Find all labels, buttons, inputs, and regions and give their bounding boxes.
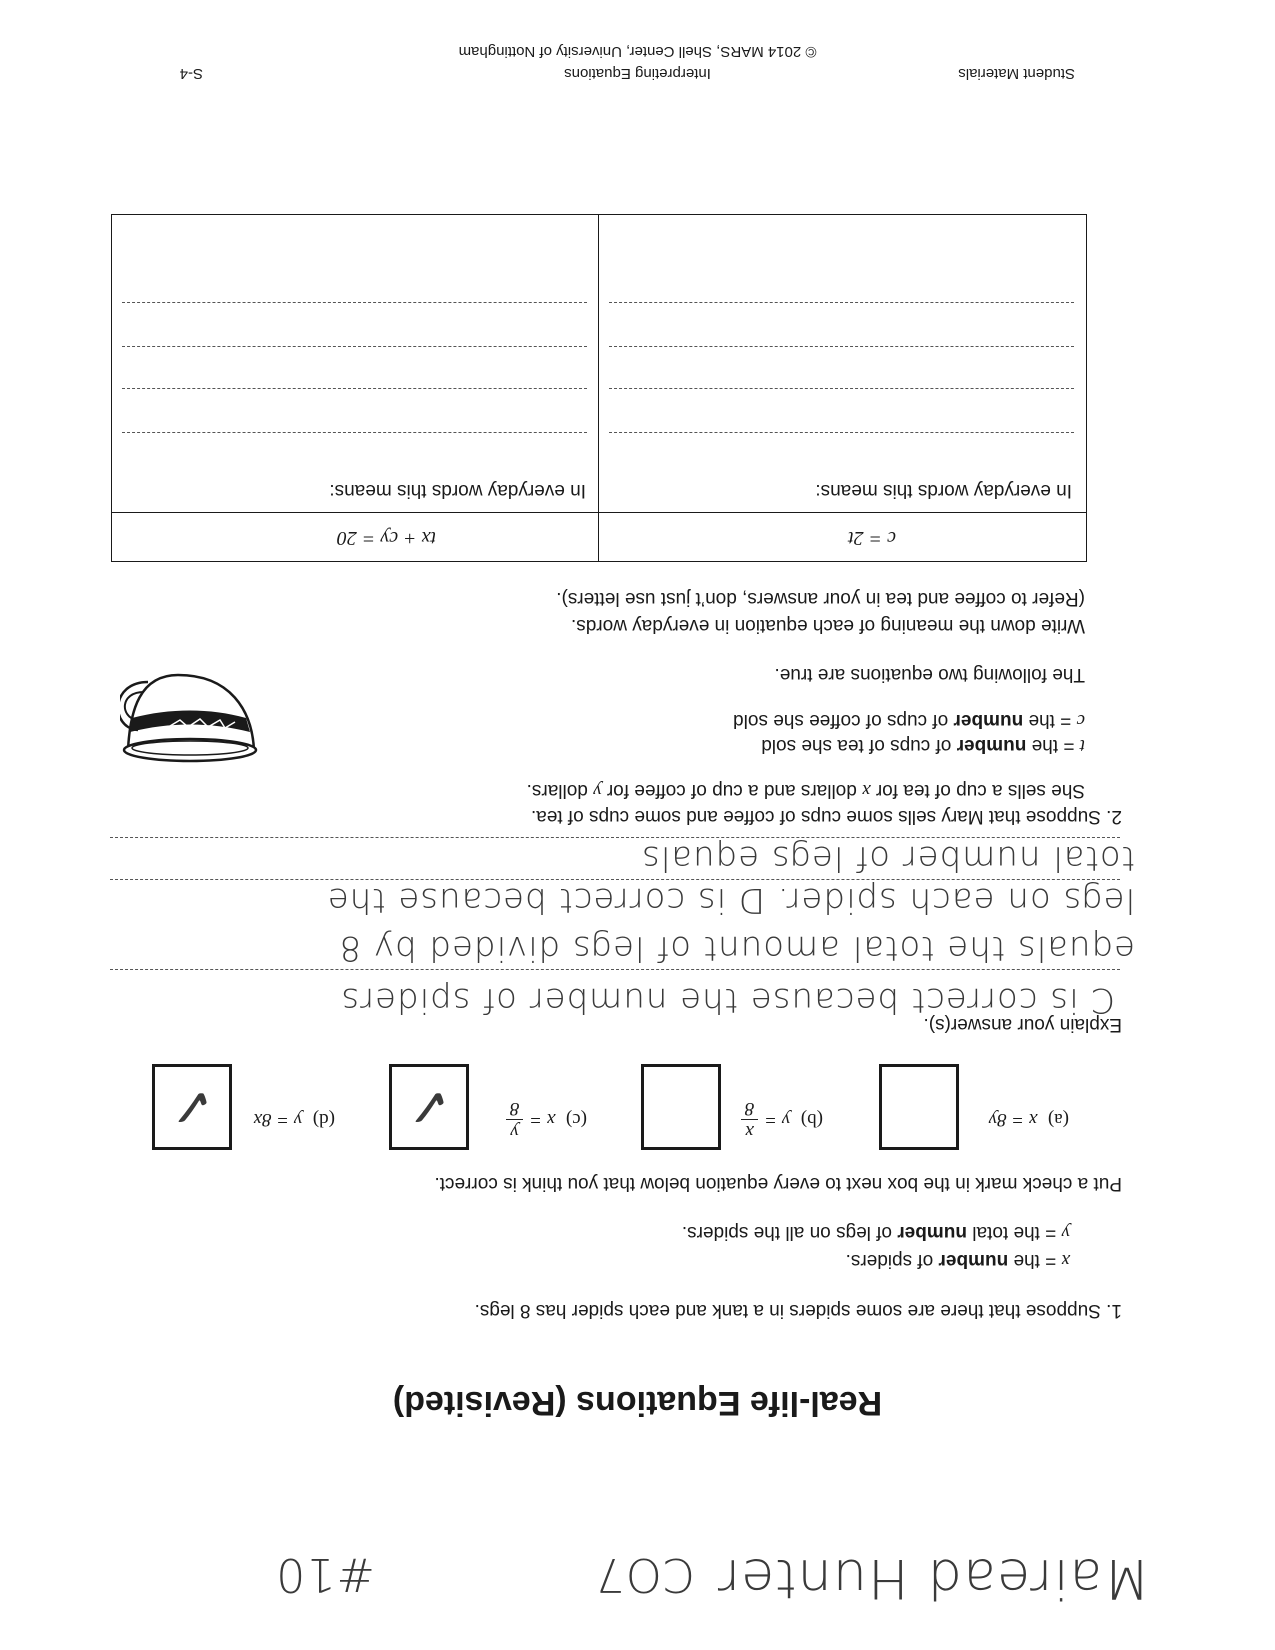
table-column-divider: [598, 215, 599, 561]
q1-instruction: Put a check mark in the box next to every equation below that you think is correct.: [434, 1173, 1122, 1194]
checkbox-a[interactable]: [879, 1064, 959, 1150]
q2-true-text: The following two equations are true.: [774, 664, 1085, 685]
numerator: y: [506, 1119, 522, 1142]
explain-label: Explain your answer(s).: [923, 1014, 1122, 1035]
fraction: [506, 1097, 524, 1142]
def-rest: of cups of coffee she sold: [733, 710, 954, 731]
meaning-label: In everyday words this means:: [815, 480, 1072, 501]
write-line[interactable]: [609, 388, 1074, 389]
var-y: y: [593, 780, 602, 801]
def-rest: of cups of tea she sold: [761, 735, 957, 756]
equation-right: c = 2t: [848, 527, 896, 549]
option-equation: y = 8x: [253, 1109, 303, 1130]
equation-left: tx + cy = 20: [336, 527, 436, 549]
q2-t-definition: [761, 733, 1085, 757]
footer-page-number: S-4: [179, 65, 203, 82]
q2-stem: 2. Suppose that Mary sells some cups of coffee and some cups of tea.: [530, 806, 1122, 827]
equations-table: [111, 214, 1087, 562]
check-mark-icon: ✓: [169, 1075, 215, 1139]
text: She sells a cup of tea for: [870, 780, 1085, 801]
checkbox-c[interactable]: [389, 1064, 469, 1150]
table-row-divider: [112, 512, 1086, 513]
checkbox-d[interactable]: [152, 1064, 232, 1150]
var-x: x: [862, 780, 871, 801]
write-line[interactable]: [609, 432, 1074, 433]
option-b: [741, 1097, 823, 1142]
student-name: Mairead Hunter: [716, 1547, 1150, 1610]
write-line[interactable]: [609, 302, 1074, 303]
q2-prices: [527, 778, 1085, 802]
q1-stem: 1. Suppose that there are some spiders in a tank and each spider has 8 legs.: [474, 1300, 1122, 1321]
answer-rule: [110, 969, 1120, 970]
def-text: = the: [1026, 735, 1080, 756]
page-title: Real-life Equations (Revisited): [392, 1384, 883, 1422]
text: dollars and a cup of coffee for: [601, 780, 863, 801]
option-lhs: y =: [764, 1109, 791, 1131]
footer-center: Interpreting Equations: [564, 65, 711, 82]
option-equation: x = 8y: [988, 1109, 1038, 1130]
denominator: 8: [744, 1098, 755, 1119]
var-y: y: [1061, 1222, 1070, 1243]
answer-line-3: legs on each spider. D is correct because the: [326, 880, 1135, 920]
q1-y-definition: [682, 1220, 1070, 1244]
answer-line-1: C is correct because the number of spiders: [340, 980, 1115, 1020]
check-mark-icon: ✓: [406, 1075, 452, 1139]
write-line[interactable]: [122, 346, 587, 347]
var-x: x: [1061, 1250, 1070, 1271]
option-lhs: x =: [529, 1109, 556, 1131]
checkbox-b[interactable]: [641, 1064, 721, 1150]
def-rest: of spiders.: [845, 1250, 939, 1271]
q2-instruction-note: (Refer to coffee and tea in your answers, don’t just use letters).: [556, 588, 1085, 609]
footer-left: Student Materials: [958, 65, 1075, 82]
option-label: (d): [312, 1109, 335, 1130]
fraction: [741, 1097, 759, 1142]
option-label: (b): [800, 1109, 823, 1131]
def-text: = the: [1008, 1250, 1062, 1271]
option-c: [506, 1097, 587, 1142]
var-c: c: [1076, 710, 1085, 731]
def-bold: number: [938, 1250, 1009, 1271]
answer-rule: [110, 837, 1120, 838]
option-d: [254, 1108, 335, 1130]
option-a: [989, 1108, 1069, 1130]
student-class: CO7: [594, 1548, 695, 1602]
def-rest: of legs on all the spiders.: [681, 1222, 898, 1243]
def-bold: number: [953, 710, 1024, 731]
answer-rule: [110, 879, 1120, 880]
write-line[interactable]: [609, 346, 1074, 347]
def-bold: number: [956, 735, 1027, 756]
def-bold: number: [897, 1222, 968, 1243]
q2-c-definition: [733, 708, 1085, 732]
write-line[interactable]: [122, 302, 587, 303]
answer-line-4: total number of legs equals: [641, 838, 1135, 878]
student-number: #10: [274, 1548, 375, 1602]
answer-line-2: equals the total amount of legs divided by 8: [338, 928, 1135, 968]
teacup-icon: [120, 650, 270, 770]
q2-instruction: Write down the meaning of each equation in everyday words.: [570, 615, 1085, 636]
footer-copyright: © 2014 MARS, Shell Center, University of Nottingham: [458, 43, 817, 60]
option-label: (c): [565, 1109, 587, 1131]
def-text: = the: [1023, 710, 1077, 731]
def-text: = the total: [967, 1222, 1062, 1243]
denominator: 8: [509, 1098, 520, 1119]
meaning-label: In everyday words this means:: [329, 480, 586, 501]
option-label: (a): [1047, 1109, 1069, 1130]
write-line[interactable]: [122, 388, 587, 389]
var-t: t: [1079, 735, 1085, 756]
write-line[interactable]: [122, 432, 587, 433]
q1-x-definition: [846, 1248, 1070, 1272]
numerator: x: [741, 1119, 757, 1142]
text: dollars.: [526, 780, 594, 801]
